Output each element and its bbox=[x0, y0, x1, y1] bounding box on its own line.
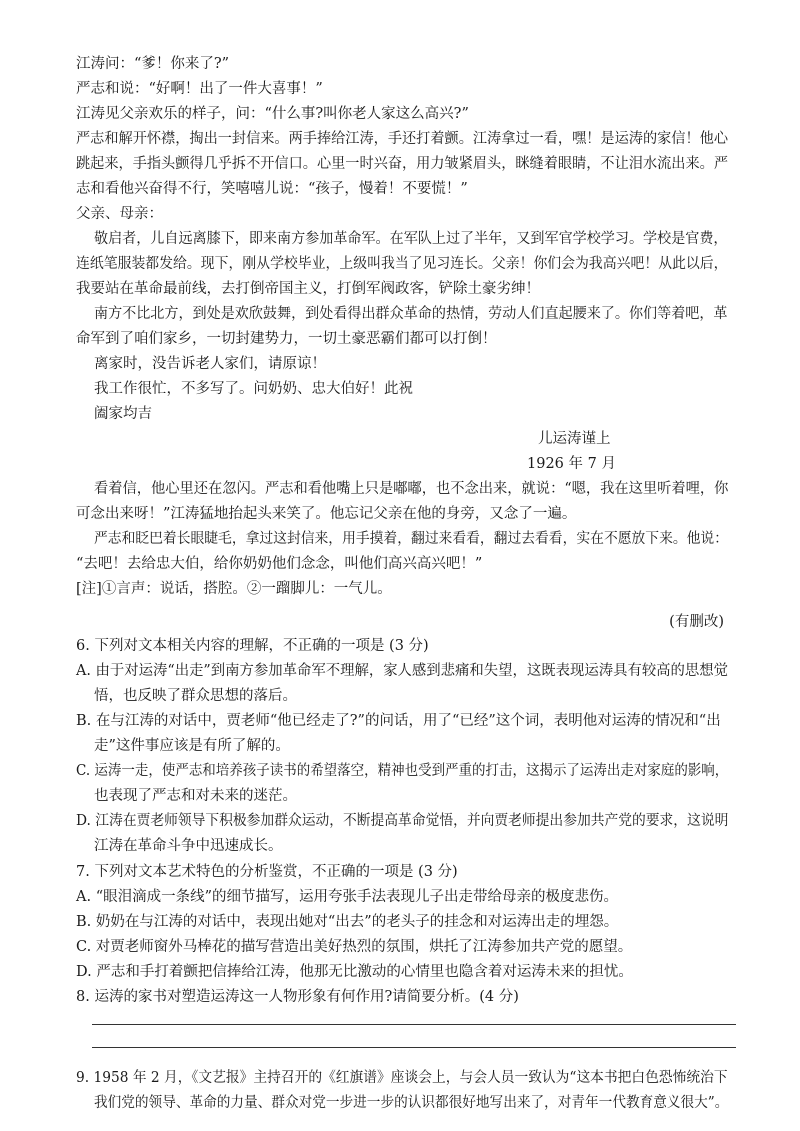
option-b-cont: 走”这件事应该是有所了解的。 bbox=[94, 738, 290, 754]
letter-line: 命军到了咱们家乡，一切封建势力，一切土豪恶霸们都可以打倒！ bbox=[76, 331, 497, 347]
option-b: B. 奶奶在与江涛的对话中，表现出她对“出去”的老头子的挂念和对运涛出走的埋怨。 bbox=[76, 914, 619, 930]
answer-line[interactable] bbox=[92, 1047, 736, 1048]
option-a-cont: 悟，也反映了群众思想的落后。 bbox=[94, 688, 297, 704]
option-c: C. 对贾老师窗外马棒花的描写营造出美好热烈的氛围，烘托了江涛参加共产党的愿望。 bbox=[76, 939, 633, 955]
letter-signature: 儿运涛谨上 bbox=[538, 431, 611, 447]
paragraph-line: 可念出来呀！”江涛猛地抬起头来笑了。他忘记父亲在他的身旁，又念了一遍。 bbox=[76, 506, 577, 522]
option-a: A. “眼泪滴成一条线”的细节描写，运用夸张手法表现儿子出走带给母亲的极度悲伤。 bbox=[76, 889, 619, 905]
letter-line: 我要站在革命最前线，去打倒帝国主义，打倒军阀政客，铲除土豪劣绅！ bbox=[76, 281, 540, 297]
source-note: (有删改) bbox=[669, 614, 724, 630]
letter-line: 敬启者，儿自远离膝下，即来南方参加革命军。在军队上过了半年，又到军官学校学习。学校是官费， bbox=[94, 231, 728, 247]
letter-line: 连纸笔服装都发给。现下，刚从学校毕业，上级叫我当了见习连长。父亲！你们会为我高兴吧！从此以后， bbox=[76, 256, 728, 272]
letter-line: 阖家均吉 bbox=[94, 406, 152, 422]
question-stem-cont: 我们党的领导、革命的力量、群众对党一步进一步的认识都很好地写出来了，对青年一代教育意义很大”。 bbox=[94, 1095, 729, 1111]
paragraph-line: 严志和眨巴着长眼睫毛，拿过这封信来，用手摸着，翻过来看看，翻过去看看，实在不愿放下来。他说： bbox=[94, 531, 728, 547]
option-c-cont: 也表现了严志和对未来的迷茫。 bbox=[94, 788, 297, 804]
question-stem: 7. 下列对文本艺术特色的分析鉴赏，不正确的一项是 (3 分) bbox=[76, 864, 458, 880]
paragraph-line: 志和看他兴奋得不行，笑嘻嘻儿说：“孩子，慢着！不要慌！” bbox=[76, 181, 468, 197]
question-stem: 6. 下列对文本相关内容的理解，不正确的一项是 (3 分) bbox=[76, 638, 429, 654]
answer-line[interactable] bbox=[92, 1024, 736, 1025]
option-a: A. 由于对运涛“出走”到南方参加革命军不理解，家人感到悲痛和失望，这既表现运涛具有较高的思想觉 bbox=[76, 663, 729, 679]
letter-line: 南方不比北方，到处是欢欣鼓舞，到处看得出群众革命的热情，劳动人们直起腰来了。你们等着吧，革 bbox=[94, 306, 728, 322]
option-d: D. 严志和手打着颤把信捧给江涛，他那无比激动的心情里也隐含着对运涛未来的担忧。 bbox=[76, 964, 633, 980]
letter-line: 我工作很忙，不多写了。问奶奶、忠大伯好！此祝 bbox=[94, 381, 413, 397]
letter-line: 离家时，没告诉老人家们，请原谅！ bbox=[94, 356, 326, 372]
letter-salutation: 父亲、母亲： bbox=[76, 206, 163, 222]
option-d: D. 江涛在贾老师领导下积极参加群众运动，不断提高革命觉悟，并向贾老师提出参加共产党的要求，这说明 bbox=[76, 813, 729, 829]
paragraph-line: 严志和解开怀襟，掏出一封信来。两手捧给江涛，手还打着颤。江涛拿过一看，嘿！是运涛的家信！他心 bbox=[76, 131, 728, 147]
option-d-cont: 江涛在革命斗争中迅速成长。 bbox=[94, 838, 283, 854]
question-stem: 8. 运涛的家书对塑造运涛这一人物形象有何作用?请简要分析。(4 分) bbox=[76, 989, 519, 1005]
option-c: C. 运涛一走，使严志和培养孩子读书的希望落空，精神也受到严重的打击，这揭示了运涛出走对家庭的影响， bbox=[76, 763, 729, 779]
paragraph-line: 看着信，他心里还在忽闪。严志和看他嘴上只是嘟嘟，也不念出来，就说：“嗯，我在这里听着哩，你 bbox=[94, 481, 729, 497]
dialog-line: 江涛见父亲欢乐的样子，问：“什么事?叫你老人家这么高兴?” bbox=[76, 106, 469, 122]
annotation-note: [注]①言声：说话，搭腔。②一蹓脚儿：一气儿。 bbox=[76, 581, 392, 597]
question-stem: 9. 1958 年 2 月，《文艺报》主持召开的《红旗谱》座谈会上，与会人员一致认为“这本书把白色恐怖统治下 bbox=[76, 1070, 728, 1086]
paragraph-line: 跳起来，手指头颤得几乎拆不开信口。心里一时兴奋，用力皱紧眉头，眯缝着眼睛，不让泪水流出来。严 bbox=[76, 156, 728, 172]
dialog-line: 严志和说：“好啊！出了一件大喜事！” bbox=[76, 81, 323, 97]
paragraph-line: “去吧！去给忠大伯，给你奶奶他们念念，叫他们高兴高兴吧！” bbox=[76, 556, 483, 572]
option-b: B. 在与江涛的对话中，贾老师“他已经走了?”的问话，用了“已经”这个词，表明他对运涛的情况和“出 bbox=[76, 713, 721, 729]
dialog-line: 江涛问：“爹！你来了?” bbox=[76, 56, 230, 72]
letter-date: 1926 年 7 月 bbox=[527, 456, 616, 472]
